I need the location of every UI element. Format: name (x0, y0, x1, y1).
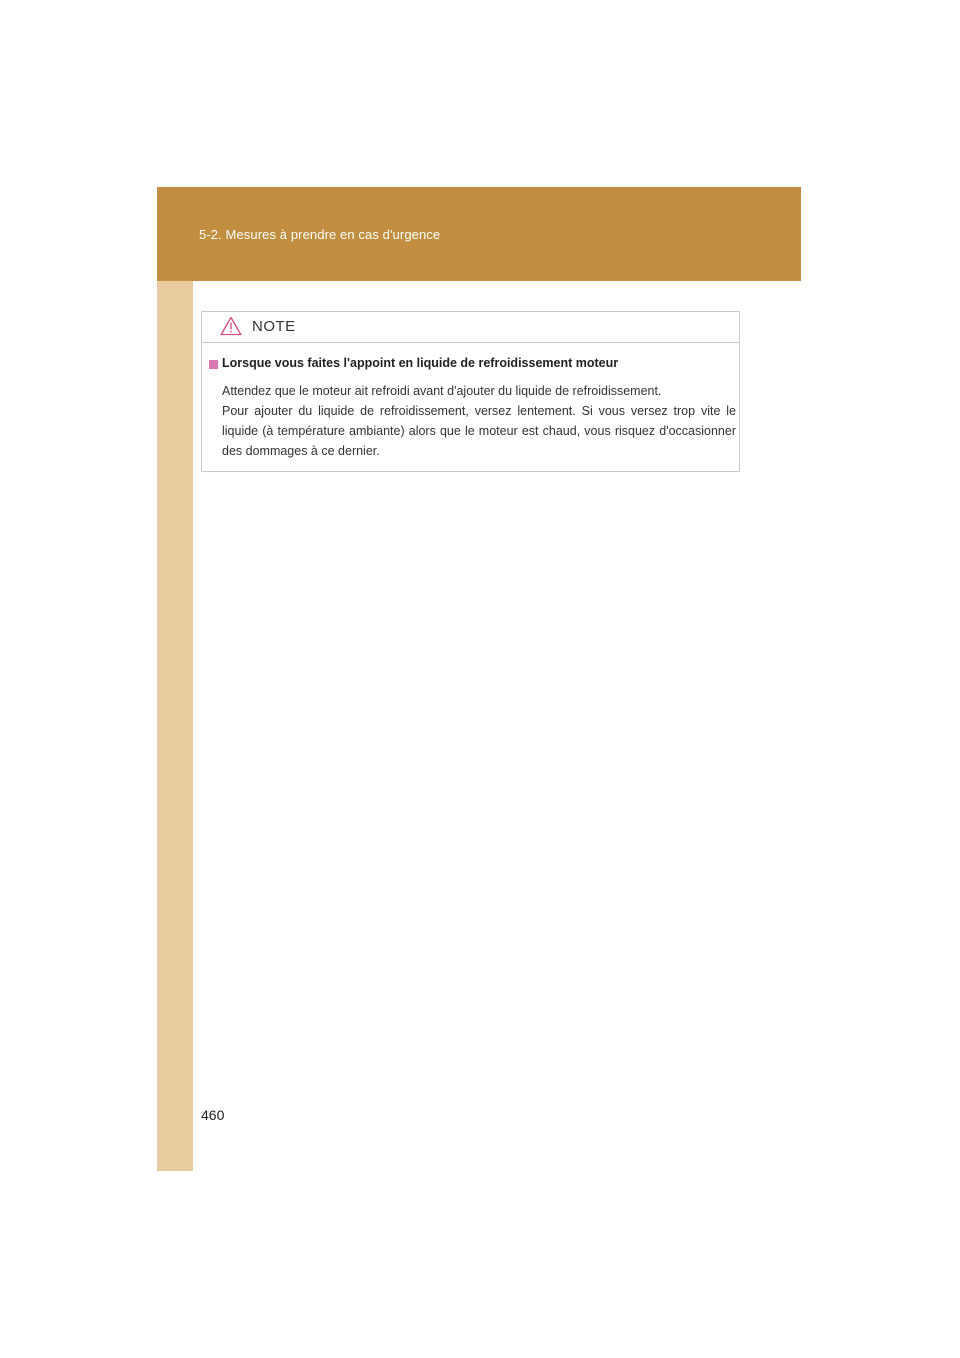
note-paragraph: Pour ajouter du liquide de refroidissement, versez lentement. Si vous versez trop vite le liquide (à température ambiante) alors que le moteur est chaud, vous risquez d'occasionner des dommages à ce dernier. (222, 404, 736, 458)
note-label: NOTE (252, 318, 296, 335)
sidebar-band (157, 281, 193, 1171)
note-body (222, 381, 736, 461)
page-number: 460 (201, 1107, 225, 1123)
section-header-band (157, 187, 801, 281)
warning-triangle-icon (220, 316, 242, 336)
section-title: 5-2. Mesures à prendre en cas d'urgence (199, 227, 441, 242)
note-heading: Lorsque vous faites l'appoint en liquide de refroidissement moteur (222, 356, 619, 370)
note-paragraph: Attendez que le moteur ait refroidi avant d'ajouter du liquide de refroidissement. (222, 384, 662, 398)
bullet-square-icon (209, 360, 218, 369)
note-box (201, 311, 740, 472)
note-header (202, 312, 739, 343)
